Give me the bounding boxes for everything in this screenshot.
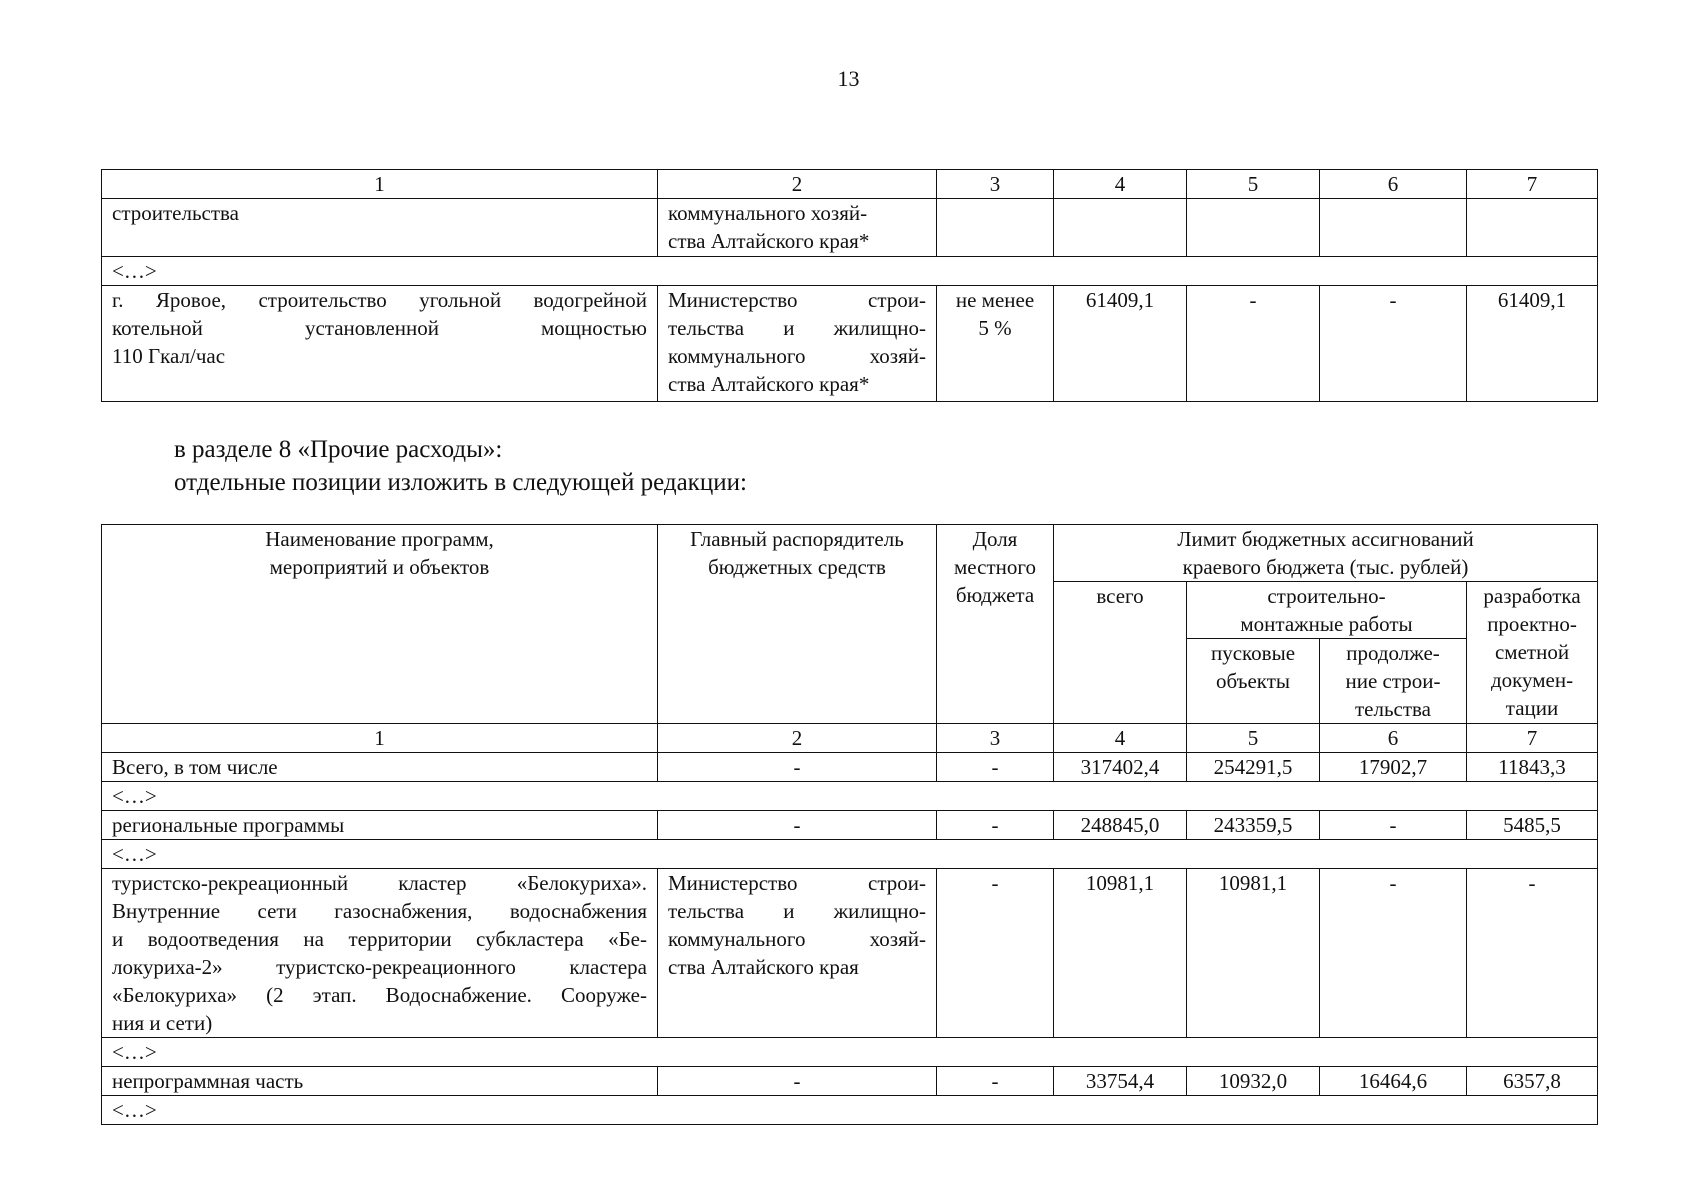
admin-line: Министерство строи-	[668, 288, 926, 312]
name-line: 110 Гкал/час	[112, 344, 226, 368]
continuation-cell: -	[1320, 869, 1467, 1038]
local-share-cell: -	[937, 753, 1054, 782]
col-number-2: 2	[658, 170, 937, 199]
header-line: продолже-	[1346, 641, 1440, 665]
header-continuation	[1320, 639, 1467, 724]
col-number-2: 2	[658, 724, 937, 753]
header-local-share	[937, 525, 1054, 724]
header-line: докумен-	[1490, 668, 1574, 692]
program-name-cell: непрограммная часть	[102, 1067, 658, 1096]
administrator-cell	[658, 199, 937, 257]
total-cell: 317402,4	[1054, 753, 1187, 782]
table-row	[102, 286, 1598, 402]
name-line: «Белокуриха» (2 этап. Водоснабжение. Сооруже-	[112, 983, 647, 1007]
admin-line: коммунального хозяй-	[668, 201, 868, 225]
header-administrator	[658, 525, 937, 724]
column-number-row	[102, 724, 1598, 753]
admin-line: коммунального хозяй-	[668, 927, 926, 951]
ellipsis-cell: <…>	[102, 1038, 1598, 1067]
total-cell: 61409,1	[1054, 286, 1187, 402]
col-number-6: 6	[1320, 170, 1467, 199]
local-share-cell: -	[937, 1067, 1054, 1096]
empty-cell	[1467, 199, 1598, 257]
continuation-cell: -	[1320, 811, 1467, 840]
name-line: локуриха-2» туристско-рекреационного кластера	[112, 955, 647, 979]
col-number-7: 7	[1467, 724, 1598, 753]
ellipsis-row	[102, 257, 1598, 286]
header-line: пусковые	[1210, 641, 1296, 665]
header-row	[102, 525, 1598, 582]
administrator-cell	[658, 286, 937, 402]
header-line: бюджетных средств	[708, 555, 886, 579]
col-number-4: 4	[1054, 724, 1187, 753]
design-docs-cell: 61409,1	[1467, 286, 1598, 402]
administrator-cell: -	[658, 811, 937, 840]
admin-line: коммунального хозяй-	[668, 344, 926, 368]
empty-cell	[1054, 199, 1187, 257]
ellipsis-cell: <…>	[102, 257, 1598, 286]
col-number-7: 7	[1467, 170, 1598, 199]
design-docs-cell: -	[1467, 869, 1598, 1038]
empty-cell	[1320, 199, 1467, 257]
header-launch-objects	[1187, 639, 1320, 724]
name-line: котельной установленной мощностью	[112, 316, 647, 340]
ellipsis-row	[102, 1096, 1598, 1125]
launch-objects-cell: -	[1187, 286, 1320, 402]
ellipsis-row	[102, 782, 1598, 811]
ellipsis-cell: <…>	[102, 840, 1598, 869]
local-share-cell: -	[937, 811, 1054, 840]
header-design-docs	[1467, 582, 1598, 724]
col-number-6: 6	[1320, 724, 1467, 753]
table-continued-section	[101, 169, 1598, 402]
header-line: тельства	[1354, 697, 1431, 721]
column-number-row	[102, 170, 1598, 199]
col-number-4: 4	[1054, 170, 1187, 199]
design-docs-cell: 6357,8	[1467, 1067, 1598, 1096]
header-construction-works	[1187, 582, 1467, 639]
ellipsis-row	[102, 840, 1598, 869]
continuation-cell: 16464,6	[1320, 1067, 1467, 1096]
share-line: 5 %	[978, 316, 1012, 340]
header-program-name	[102, 525, 658, 724]
local-share-cell	[937, 286, 1054, 402]
name-line: туристско-рекреационный кластер «Белокуриха».	[112, 871, 647, 895]
header-line: монтажные работы	[1240, 612, 1413, 636]
header-line: строительно-	[1267, 584, 1386, 608]
section-intro-line-2: отдельные позиции изложить в следующей редакции:	[174, 469, 747, 496]
launch-objects-cell: 243359,5	[1187, 811, 1320, 840]
program-name-cell: строительства	[102, 199, 658, 257]
design-docs-cell: 11843,3	[1467, 753, 1598, 782]
header-line: краевого бюджета (тыс. рублей)	[1182, 555, 1469, 579]
header-line: бюджета	[955, 583, 1035, 607]
launch-objects-cell: 10981,1	[1187, 869, 1320, 1038]
admin-line: ства Алтайского края	[668, 955, 859, 979]
share-line: не менее	[955, 288, 1035, 312]
admin-line: ства Алтайского края*	[668, 372, 870, 396]
ellipsis-cell: <…>	[102, 782, 1598, 811]
table-row	[102, 811, 1598, 840]
program-name-cell: Всего, в том числе	[102, 753, 658, 782]
continuation-cell: 17902,7	[1320, 753, 1467, 782]
table-row	[102, 199, 1598, 257]
header-total: всего	[1054, 582, 1187, 724]
name-line: г. Яровое, строительство угольной водогрейной	[112, 288, 647, 312]
admin-line: ства Алтайского края*	[668, 229, 870, 253]
ellipsis-cell: <…>	[102, 1096, 1598, 1125]
page-number: 13	[837, 66, 860, 91]
program-name-cell	[102, 286, 658, 402]
header-line: мероприятий и объектов	[269, 555, 490, 579]
col-number-1: 1	[102, 170, 658, 199]
header-line: Главный распорядитель	[690, 527, 904, 551]
header-line: проектно-	[1487, 612, 1577, 636]
header-line: тации	[1505, 696, 1559, 720]
administrator-cell: -	[658, 1067, 937, 1096]
total-cell: 33754,4	[1054, 1067, 1187, 1096]
table-row	[102, 1067, 1598, 1096]
section-intro-line-1: в разделе 8 «Прочие расходы»:	[174, 436, 503, 463]
admin-line: тельства и жилищно-	[668, 316, 926, 340]
program-name-cell	[102, 869, 658, 1038]
table-row	[102, 869, 1598, 1038]
name-line: Внутренние сети газоснабжения, водоснабжения	[112, 899, 647, 923]
header-line: Лимит бюджетных ассигнований	[1177, 527, 1474, 551]
design-docs-cell: 5485,5	[1467, 811, 1598, 840]
header-line: объекты	[1215, 669, 1291, 693]
empty-cell	[1187, 199, 1320, 257]
launch-objects-cell: 10932,0	[1187, 1067, 1320, 1096]
header-line: ние строи-	[1345, 669, 1441, 693]
header-budget-limit	[1054, 525, 1598, 582]
total-cell: 10981,1	[1054, 869, 1187, 1038]
col-number-3: 3	[937, 724, 1054, 753]
header-line: сметной	[1494, 640, 1570, 664]
ellipsis-row	[102, 1038, 1598, 1067]
program-name-cell: региональные программы	[102, 811, 658, 840]
col-number-3: 3	[937, 170, 1054, 199]
col-number-1: 1	[102, 724, 658, 753]
empty-cell	[937, 199, 1054, 257]
header-line: местного	[954, 555, 1036, 579]
header-line: Доля	[972, 527, 1018, 551]
administrator-cell	[658, 869, 937, 1038]
col-number-5: 5	[1187, 724, 1320, 753]
launch-objects-cell: 254291,5	[1187, 753, 1320, 782]
name-line: ния и сети)	[112, 1011, 213, 1035]
admin-line: тельства и жилищно-	[668, 899, 926, 923]
continuation-cell: -	[1320, 286, 1467, 402]
table-section-8	[101, 524, 1598, 1125]
administrator-cell: -	[658, 753, 937, 782]
local-share-cell: -	[937, 869, 1054, 1038]
table-row	[102, 753, 1598, 782]
header-line: разработка	[1483, 584, 1581, 608]
header-line: Наименование программ,	[265, 527, 494, 551]
admin-line: Министерство строи-	[668, 871, 926, 895]
col-number-5: 5	[1187, 170, 1320, 199]
total-cell: 248845,0	[1054, 811, 1187, 840]
name-line: и водоотведения на территории субкластера «Бе-	[112, 927, 647, 951]
